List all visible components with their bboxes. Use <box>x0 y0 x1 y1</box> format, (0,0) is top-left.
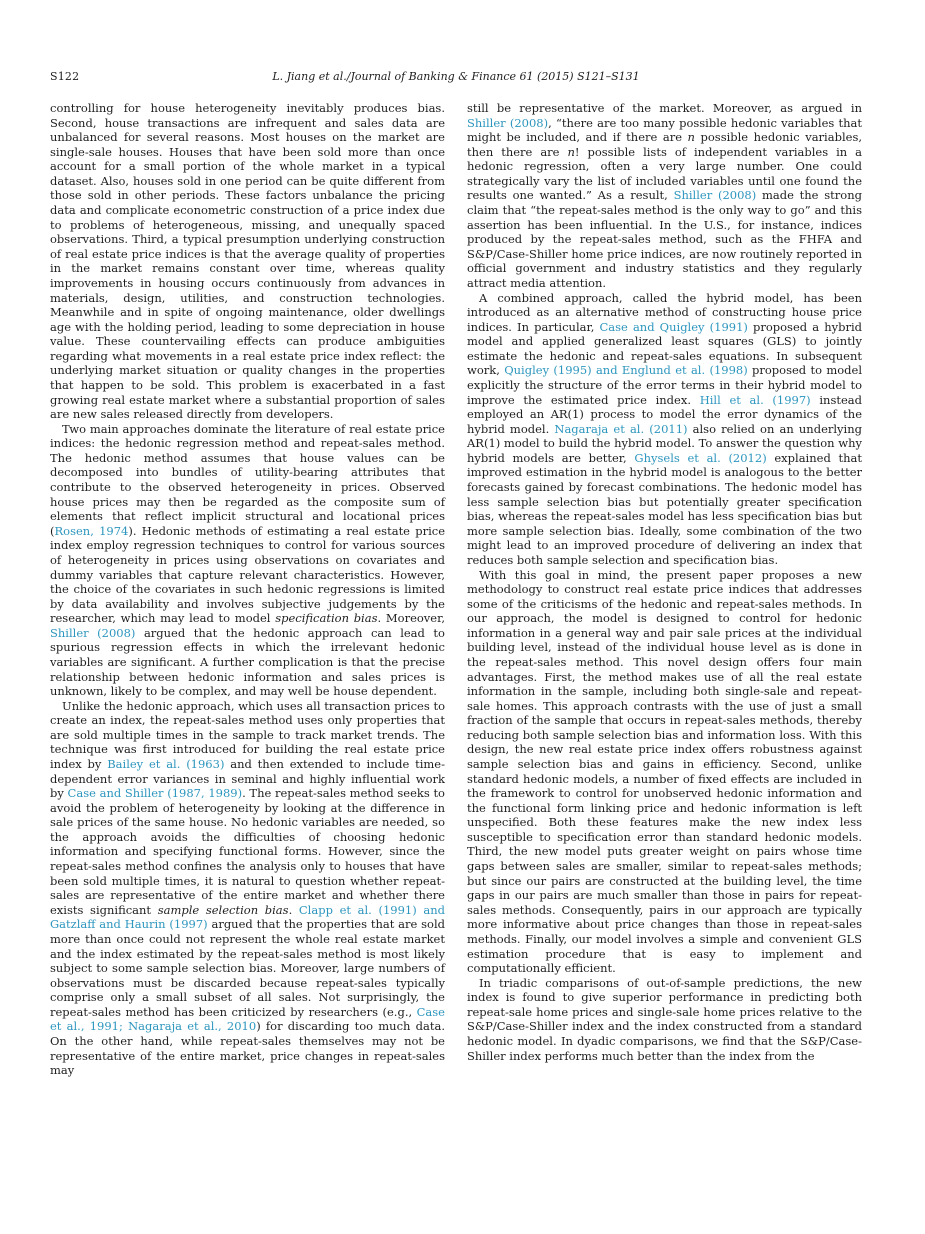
body-text: , “there are too many possible hedonic variables that might be included, and if there are <box>467 115 862 145</box>
citation-link[interactable]: Hill et al. (1997) <box>699 392 811 407</box>
paragraph <box>50 101 445 422</box>
body-text: possible hedonic variables, then there are <box>467 130 862 159</box>
page-header <box>50 70 862 86</box>
paragraph <box>467 291 862 568</box>
body-text: and then extended to include time-dependent error variances in seminal and highly influential work by <box>50 757 445 801</box>
body-text: controlling for house heterogeneity inevitably produces bias. Second, house transactions are infrequent and sales data are unbalanced for several reasons. Most houses on the market are single-sale houses. Houses that have been sold more than once account for a small portion of the whole market in a typical dataset. Also, houses sold in one period can be quite different from those sold in other periods. These factors unbalance the pricing data and complicate econometric construction of a price index due to problems of heterogeneous, missing, and unequally spaced observations. Third, a typical presumption underlying construction of real estate price indices is that the average quality of properties in the market remains constant over time, whereas quality improvements in housing occurs continuously from advances in materials, design, utilities, and construction technologies. Meanwhile and in spite of ongoing maintenance, older dwellings age with the holding period, leading to some depreciation in house value. These countervailing effects can produce ambiguities regarding what movements in a real estate price index reflect: the underlying market situation or quality changes in the properties that happen to be sold. This problem is exacerbated in a fast growing real estate market where a substantial proportion of sales are new sales released directly from developers. <box>50 101 445 422</box>
body-text: instead employed an AR(1) process to model the error dynamics of the hybrid model. <box>467 392 863 436</box>
body-text: still be representative of the market. Moreover, as argued in <box>467 101 862 115</box>
body-text: ) for discarding too much data. On the other hand, while repeat-sales themselves may not be representative of the entire market, price changes in repeat-sales may <box>50 1019 445 1078</box>
running-head: L. Jiang et al./Journal of Banking & Finance 61 (2015) S121–S131 <box>272 70 640 83</box>
body-text: Unlike the hedonic approach, which uses all transaction prices to create an index, the repeat-sales method uses only properties that are sold multiple times in the sample to track market trends. The technique was first introduced for building the real estate price index by <box>50 698 445 772</box>
emphasis-text: n <box>687 130 695 145</box>
citation-link[interactable]: Nagaraja et al. (2011) <box>554 421 688 436</box>
page-number: S122 <box>50 70 80 83</box>
body-text: ). Hedonic methods of estimating a real estate price index employ regression techniques to control for various sources of heterogeneity in prices using observations on covariates and dummy variables that capture relevant characteristics. However, the choice of the covariates in such hedonic regressions is limited by data availability and involves subjective judgements by the researcher, which may lead to model <box>50 523 446 626</box>
paragraph <box>467 976 862 1063</box>
citation-link[interactable]: Shiller (2008) <box>50 625 136 640</box>
body-text: . <box>288 902 299 917</box>
body-text: proposed to model explicitly the structure of the error terms in their hybrid model to improve the estimated price index. <box>467 363 863 407</box>
citation-link[interactable]: Case and Quigley (1991) <box>599 319 748 334</box>
body-text: . Moreover, <box>377 611 445 626</box>
two-column-body <box>50 101 862 1078</box>
body-text: . The repeat-sales method seeks to avoid the problem of heterogeneity by looking at the difference in sale prices of the same house. No hedonic variables are needed, so the approach avoids the difficulties of choosing hedonic information and specifying functional forms. However, since the repeat-sales method confines the analysis only to houses that have been sold multiple times, it is natural to question whether repeat-sales are representative of the entire market and whether there exists significant <box>50 786 445 917</box>
citation-link[interactable]: Case and Shiller (1987, 1989) <box>67 786 243 801</box>
citation-link[interactable]: Clapp et al. (1991) and Gatzlaff and Haurin (1997) <box>50 902 445 932</box>
paragraph <box>467 101 862 291</box>
paragraph <box>50 422 445 699</box>
citation-link[interactable]: Shiller (2008) <box>467 115 549 130</box>
body-text: argued that the properties that are sold more than once could not represent the whole real estate market and the index estimated by the repeat-sales method is most likely subject to some sample selection bias. Moreover, large numbers of observations must be discarded because repeat-sales typically comprise only a small subset of all sales. Not surprisingly, the repeat-sales method has been criticized by researchers (e.g., <box>50 917 445 1019</box>
emphasis-text: specification bias <box>275 611 378 626</box>
right-column <box>467 101 862 1078</box>
body-text: With this goal in mind, the present paper proposes a new methodology to construct real estate price indices that addresses some of the criticisms of the hedonic and repeat-sales methods. In our approach, the model is designed to control for hedonic information in a general way and pair sale prices at the individual building level, instead of the individual house level as is done in the repeat-sales method. This novel design offers four main advantages. First, the method makes use of all the real estate information in the sample, including both single-sale and repeat-sale homes. This approach contrasts with the use of just a small fraction of the sample that occurs in repeat-sales methods, thereby reducing both sample selection bias and information loss. With this design, the new real estate price index offers robustness against sample selection bias and gains in efficiency. Second, unlike standard hedonic models, a number of fixed effects are included in the framework to control for unobserved hedonic information and the functional form linking price and hedonic information is left unspecified. Both these features make the new index less susceptible to specification error than standard hedonic models. Third, the new model puts greater weight on pairs whose time gaps between sales are smaller, similar to repeat-sales methods; but since our pairs are constructed at the building level, the time gaps in our pairs are much smaller than those in pairs for repeat-sales methods. Consequently, pairs in our approach are typically more informative about price changes than those in repeat-sales methods. Finally, our model involves a simple and convenient GLS estimation procedure that is easy to implement and computationally efficient. <box>467 567 862 976</box>
body-text: Two main approaches dominate the literature of real estate price indices: the hedonic regression method and repeat-sales method. The hedonic method assumes that house values can be decomposed into bundles of utility-bearing attributes that contribute to the observed heterogeneity in prices. Observed house prices may then be regarded as the composite sum of elements that reflect implicit structural and locational prices ( <box>50 421 445 538</box>
body-text: argued that the hedonic approach can lead to spurious regression effects in which the irrelevant hedonic variables are significant. A further complication is that the precise relationship between hedonic information and sales prices is unknown, likely to be complex, and may well be house dependent. <box>50 625 445 699</box>
emphasis-text: sample selection bias <box>157 902 289 917</box>
citation-link[interactable]: Case et al., 1991; Nagaraja et al., 2010 <box>50 1004 445 1034</box>
left-column <box>50 101 445 1078</box>
paragraph <box>467 568 862 976</box>
body-text: explained that improved estimation in the hybrid model is analogous to the better forecasts gained by forecast combinations. The hedonic model has less sample selection bias but potentially greater specification bias, whereas the repeat-sales model has less specification bias but more sample selection bias. Ideally, some combination of the two might lead to an improved procedure of delivering an index that reduces both sample selection and specification bias. <box>467 450 863 567</box>
citation-link[interactable]: Bailey et al. (1963) <box>107 757 225 772</box>
body-text: ! possible lists of independent variables in a hedonic regression, often a very large number. One could strategically vary the list of included variables until one found the results one wanted.” As a result, <box>467 144 862 203</box>
paragraph <box>50 699 445 1078</box>
citation-link[interactable]: Shiller (2008) <box>673 188 757 203</box>
body-text: made the strong claim that “the repeat-sales method is the only way to go” and this assertion has been influential. In the U.S., for instance, indices produced by the repeat-sales method, such as the FHFA and S&P/Case-Shiller home price indices, are now routinely reported in official government and industry statistics and they regularly attract media attention. <box>467 188 862 290</box>
citation-link[interactable]: Quigley (1995) and Englund et al. (1998) <box>504 363 748 378</box>
emphasis-text: n <box>567 144 575 159</box>
body-text: also relied on an underlying AR(1) model to build the hybrid model. To answer the question why hybrid models are better, <box>467 421 862 465</box>
body-text: In triadic comparisons of out-of-sample predictions, the new index is found to give superior performance in predicting both repeat-sale home prices and single-sale home prices relative to the S&P/Case-Shiller index and the index constructed from a standard hedonic model. In dyadic comparisons, we find that the S&P/Case-Shiller index performs much better than the index from the <box>467 975 862 1063</box>
body-text: proposed a hybrid model and applied generalized least squares (GLS) to jointly estimate the hedonic and repeat-sales equations. In subsequent work, <box>467 319 862 378</box>
citation-link[interactable]: Ghysels et al. (2012) <box>634 450 767 465</box>
citation-link[interactable]: Rosen, 1974 <box>54 523 129 538</box>
body-text: A combined approach, called the hybrid model, has been introduced as an alternative method of constructing house price indices. In particular, <box>467 290 862 334</box>
